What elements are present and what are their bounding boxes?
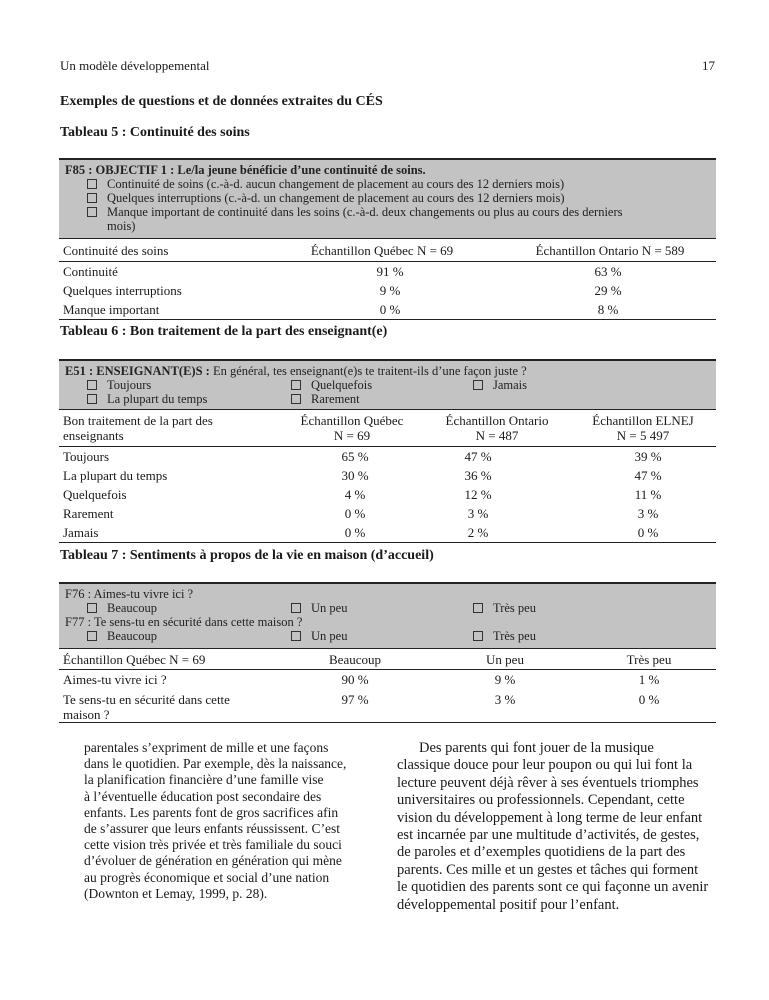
checkbox-icon bbox=[87, 603, 97, 613]
table7-header-cell: Très peu bbox=[626, 652, 672, 667]
table6 bbox=[59, 359, 716, 543]
running-header: Un modèle développemental bbox=[60, 58, 210, 73]
table5-header-cell: Continuité des soins bbox=[63, 243, 169, 258]
checkbox-icon bbox=[87, 394, 97, 404]
table7-options-row bbox=[65, 629, 710, 643]
section-title: Exemples de questions et de données extraites du CÉS bbox=[60, 94, 383, 109]
table7-option: Un peu bbox=[291, 629, 347, 643]
table-row: Quelques interruptions 9 % 29 % bbox=[63, 283, 622, 298]
table5-header-cell: Échantillon Québec N = 69 bbox=[310, 243, 454, 258]
table-row: Te sens-tu en sécurité dans cette maison ? 97 % 3 % 0 % bbox=[59, 690, 716, 723]
table7-option: Très peu bbox=[473, 629, 536, 643]
table5-question-box bbox=[59, 158, 716, 238]
table7-option: Un peu bbox=[291, 601, 347, 615]
table6-header-cell: Échantillon Ontario N = 487 bbox=[445, 413, 549, 443]
table6-header-row bbox=[59, 409, 716, 447]
table5-caption: Tableau 5 : Continuité des soins bbox=[60, 125, 250, 140]
table5-header-cell: Échantillon Ontario N = 589 bbox=[535, 243, 685, 258]
table5-header-row bbox=[59, 238, 716, 262]
table5-option: Manque important de continuité dans les soins (c.-à-d. deux changements ou plus au cours des derniers bbox=[65, 205, 710, 219]
table7-question-1: F76 : Aimes-tu vivre ici ? bbox=[65, 587, 194, 601]
table5-option: Continuité de soins (c.-à-d. aucun changement de placement au cours des 12 derniers mois) bbox=[65, 177, 710, 191]
body-column-left: parentales s’expriment de mille et une façons dans le quotidien. Par exemple, dès la naissance, la planification financière d’une famille vise à l’éventuelle éducation post secondaire des enfants. Les parents font de gros sacrifices afin de s’assurer que leurs enfants réussissent. C’est cette vision très privée et très familiale du souci d’évoluer de génération en génération qui mène au progrès économique et social d’une nation (Downton et Lemay, 1999, p. 28). bbox=[84, 740, 347, 901]
table7-question-2: F77 : Te sens-tu en sécurité dans cette maison ? bbox=[65, 615, 303, 629]
table6-caption: Tableau 6 : Bon traitement de la part des enseignant(e) bbox=[60, 324, 388, 339]
table-row: Quelquefois 4 % 12 % 11 % bbox=[63, 487, 662, 502]
checkbox-icon bbox=[87, 193, 97, 203]
page-number: 17 bbox=[702, 58, 715, 73]
table7-option: Beaucoup bbox=[87, 601, 157, 615]
table7 bbox=[59, 582, 716, 723]
table6-option: Rarement bbox=[291, 392, 360, 406]
checkbox-icon bbox=[87, 179, 97, 189]
checkbox-icon bbox=[473, 631, 483, 641]
table-row: Aimes-tu vivre ici ? 90 % 9 % 1 % bbox=[63, 672, 660, 687]
table-row: Jamais 0 % 2 % 0 % bbox=[59, 523, 716, 543]
checkbox-icon bbox=[87, 631, 97, 641]
checkbox-icon bbox=[291, 631, 301, 641]
table6-question-box bbox=[59, 359, 716, 409]
table5-question-text: F85 : OBJECTIF 1 : Le/la jeune bénéficie d’une continuité de soins. bbox=[65, 163, 426, 177]
table7-header-row bbox=[59, 648, 716, 670]
table6-question: E51 : ENSEIGNANT(E)S : En général, tes enseignant(e)s te traitent-ils d’une façon juste ? bbox=[65, 364, 527, 378]
table-row: La plupart du temps 30 % 36 % 47 % bbox=[63, 468, 662, 483]
table6-option: La plupart du temps bbox=[87, 392, 207, 406]
checkbox-icon bbox=[473, 380, 483, 390]
table5-question bbox=[65, 163, 710, 177]
body-column-right: Des parents qui font jouer de la musique classique douce pour leur poupon ou qui lui font la lecture peuvent déjà rêver à ses éventuels triomphes universitaires ou professionnels. Cependant, cette vision du développement à long terme de leur enfant est incarnée par une multitude d’activités, de gestes, de paroles et d’exemples quotidiens de la part des parents. Ces mille et un gestes et tâches qui forment le quotidien des parents sont ce qui façonne un avenir développemental positif pour l’enfant. bbox=[397, 740, 709, 913]
checkbox-icon bbox=[473, 603, 483, 613]
table7-caption: Tableau 7 : Sentiments à propos de la vie en maison (d’accueil) bbox=[60, 548, 434, 563]
checkbox-icon bbox=[87, 380, 97, 390]
table5-option: Quelques interruptions (c.-à-d. un changement de placement au cours des 12 derniers mois) bbox=[65, 191, 710, 205]
table6-option: Toujours bbox=[87, 378, 151, 392]
table7-option: Très peu bbox=[473, 601, 536, 615]
table-row: Continuité 91 % 63 % bbox=[63, 264, 622, 279]
table6-option: Quelquefois bbox=[291, 378, 372, 392]
checkbox-icon bbox=[291, 380, 301, 390]
table5-option-continued: mois) bbox=[107, 219, 136, 233]
table6-header-cell: Échantillon ELNEJ N = 5 497 bbox=[592, 413, 694, 443]
table-row: Rarement 0 % 3 % 3 % bbox=[63, 506, 659, 521]
checkbox-icon bbox=[87, 207, 97, 217]
table7-options-row bbox=[65, 601, 710, 615]
table5 bbox=[59, 158, 716, 320]
table6-option: Jamais bbox=[473, 378, 527, 392]
checkbox-icon bbox=[291, 394, 301, 404]
table-row: Manque important 0 % 8 % bbox=[59, 300, 716, 320]
table7-header-cell: Échantillon Québec N = 69 bbox=[63, 652, 206, 667]
table6-header-cell: Échantillon Québec N = 69 bbox=[300, 413, 404, 443]
table7-header-cell: Beaucoup bbox=[329, 652, 381, 667]
table7-option: Beaucoup bbox=[87, 629, 157, 643]
table6-options-row bbox=[65, 392, 710, 406]
table6-options-row bbox=[65, 378, 710, 392]
table-row: Toujours 65 % 47 % 39 % bbox=[63, 449, 662, 464]
table7-question-box bbox=[59, 582, 716, 648]
checkbox-icon bbox=[291, 603, 301, 613]
table6-header-cell: Bon traitement de la part des enseignants bbox=[63, 413, 213, 443]
table7-header-cell: Un peu bbox=[486, 652, 524, 667]
